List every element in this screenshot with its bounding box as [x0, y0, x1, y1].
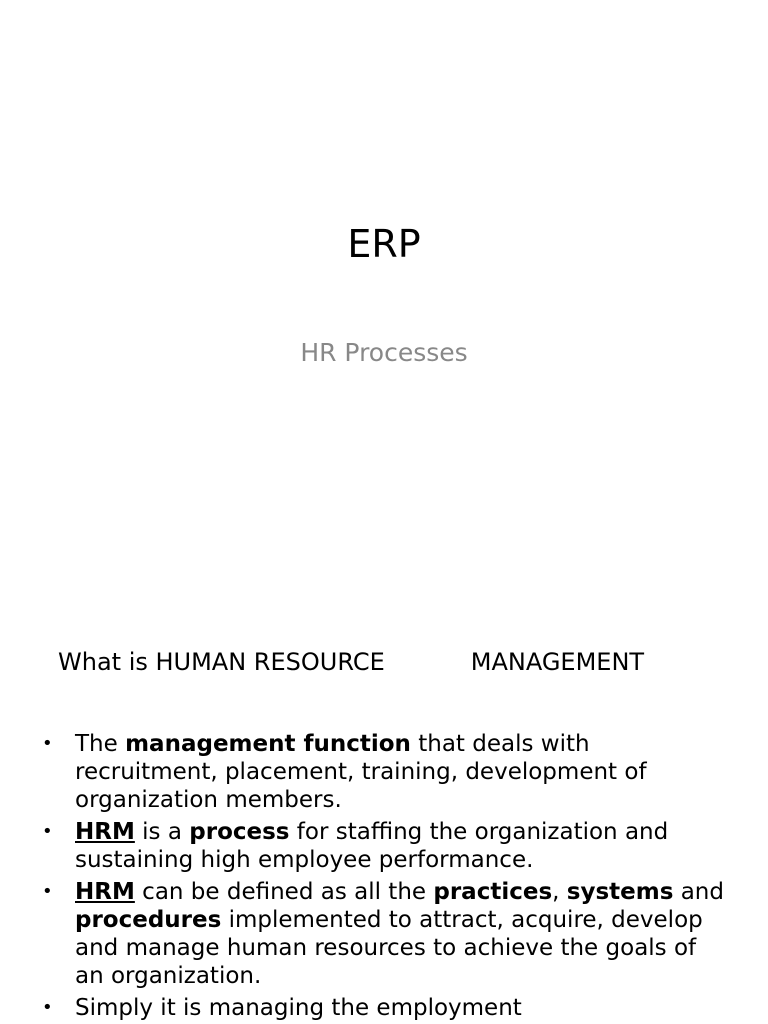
bullet-dot-icon: • [42, 733, 53, 754]
bullet-underlined-text: HRM [75, 819, 135, 845]
bullet-item [42, 818, 732, 874]
bullet-text: that deals with recruitment, placement, training, development of organization members. [75, 731, 647, 813]
bullet-dot-icon: • [42, 881, 53, 902]
bullet-item [42, 994, 732, 1022]
bullet-bold-text: systems [566, 879, 674, 905]
bullet-text: Simply it is managing the employment [75, 995, 522, 1021]
heading-left-text: What is HUMAN RESOURCE [58, 648, 385, 676]
bullet-item [42, 878, 732, 990]
heading-right-text: MANAGEMENT [470, 648, 645, 676]
bullet-text: can be defined as all the [134, 879, 434, 905]
bullet-bold-text: practices [433, 879, 553, 905]
bullet-underlined-text: HRM [75, 879, 135, 905]
bullet-text: for staffing the organization and sustaining high employee performance. [75, 819, 669, 873]
bullet-text: and [673, 879, 724, 905]
section-heading [58, 646, 644, 678]
bullet-dot-icon: • [42, 821, 53, 842]
bullet-text: The [75, 731, 126, 757]
bullet-list [42, 730, 732, 1024]
bullet-dot-icon: • [42, 997, 53, 1018]
bullet-text: , [552, 879, 567, 905]
slide-title: ERP [347, 222, 421, 266]
bullet-bold-text: process [189, 819, 290, 845]
bullet-text: is a [134, 819, 190, 845]
slide-subtitle: HR Processes [300, 338, 468, 367]
bullet-item [42, 730, 732, 814]
bullet-bold-text: procedures [75, 907, 222, 933]
bullet-text: implemented to attract, acquire, develop and manage human resources to achieve the goals of an organization. [75, 907, 703, 989]
bullet-bold-text: management function [125, 731, 411, 757]
